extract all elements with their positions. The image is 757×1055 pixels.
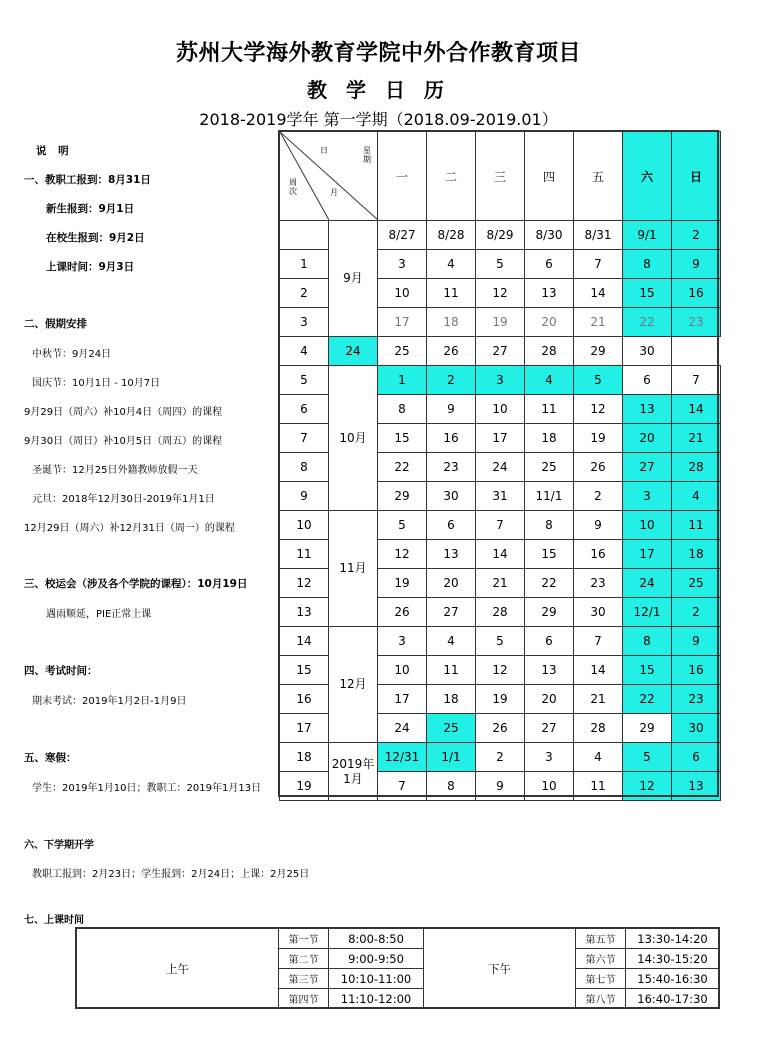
day-cell: 11 [427, 279, 476, 308]
day-cell: 8 [525, 511, 574, 540]
day-cell: 31 [476, 482, 525, 511]
day-cell: 28 [476, 598, 525, 627]
note-item: 遇雨顺延，PIE正常上课 [46, 609, 152, 620]
calendar-week-row [280, 627, 721, 656]
day-cell: 27 [525, 714, 574, 743]
week-number: 9 [280, 482, 329, 511]
day-cell: 21 [574, 308, 623, 337]
day-cell: 13 [623, 395, 672, 424]
weekday-header: 五 [574, 132, 623, 221]
corner-month-label: 月 [330, 188, 338, 197]
day-cell: 7 [574, 250, 623, 279]
note-item: 一、教职工报到：8月31日 [24, 174, 151, 186]
day-cell: 27 [427, 598, 476, 627]
note-item: 期末考试：2019年1月2日-1月9日 [32, 696, 187, 707]
day-cell: 3 [623, 482, 672, 511]
day-cell: 10 [378, 279, 427, 308]
day-cell: 23 [574, 569, 623, 598]
corner-day-label: 日 [320, 146, 328, 155]
day-cell: 20 [525, 308, 574, 337]
note-item: 圣诞节：12月25日外籍教师放假一天 [32, 465, 198, 476]
period-time: 13:30-14:20 [626, 929, 720, 949]
day-cell: 15 [623, 656, 672, 685]
day-cell: 8 [623, 250, 672, 279]
day-cell: 3 [378, 250, 427, 279]
day-cell: 18 [672, 540, 721, 569]
day-cell: 2 [476, 743, 525, 772]
day-cell: 8 [378, 395, 427, 424]
week-number: 8 [280, 453, 329, 482]
day-cell: 19 [476, 685, 525, 714]
day-cell: 12 [476, 279, 525, 308]
period-label: 第六节 [576, 949, 626, 969]
day-cell: 24 [378, 714, 427, 743]
day-cell: 7 [378, 772, 427, 801]
note-item: 三、校运会（涉及各个学院的课程）：10月19日 [24, 578, 248, 590]
day-cell: 7 [574, 627, 623, 656]
week-number: 13 [280, 598, 329, 627]
day-cell: 28 [574, 714, 623, 743]
day-cell: 8 [427, 772, 476, 801]
section7-heading: 七、上课时间 [24, 915, 84, 926]
calendar-week-row [280, 337, 721, 366]
day-cell: 23 [672, 308, 721, 337]
day-cell: 9 [427, 395, 476, 424]
week-number: 11 [280, 540, 329, 569]
day-cell: 10 [525, 772, 574, 801]
day-cell: 4 [672, 482, 721, 511]
day-cell: 22 [623, 308, 672, 337]
week-number [280, 221, 329, 250]
week-number: 17 [280, 714, 329, 743]
day-cell: 27 [623, 453, 672, 482]
weekday-header: 一 [378, 132, 427, 221]
period-label: 第五节 [576, 929, 626, 949]
week-number: 2 [280, 279, 329, 308]
day-cell: 5 [476, 250, 525, 279]
period-time: 9:00-9:50 [329, 949, 424, 969]
period-time: 15:40-16:30 [626, 969, 720, 989]
day-cell: 19 [574, 424, 623, 453]
day-cell: 14 [574, 656, 623, 685]
week-number: 12 [280, 569, 329, 598]
day-cell: 6 [623, 366, 672, 395]
note-item: 新生报到：9月1日 [46, 203, 135, 215]
calendar-week-row [280, 743, 721, 772]
day-cell: 7 [476, 511, 525, 540]
day-cell: 5 [378, 511, 427, 540]
calendar-header-row [280, 132, 721, 221]
week-number: 4 [280, 337, 329, 366]
note-item: 9月29日（周六）补10月4日（周四）的课程 [24, 407, 223, 418]
weekday-header: 二 [427, 132, 476, 221]
class-times-table [76, 928, 720, 1009]
day-cell: 25 [427, 714, 476, 743]
day-cell: 28 [672, 453, 721, 482]
day-cell: 18 [427, 685, 476, 714]
period-label: 第八节 [576, 989, 626, 1009]
week-number: 15 [280, 656, 329, 685]
day-cell: 29 [574, 337, 623, 366]
term-label: 2018-2019学年 第一学期（2018.09-2019.01） [199, 110, 558, 129]
week-number: 10 [280, 511, 329, 540]
week-number: 3 [280, 308, 329, 337]
corner-weekday-label: 星期 [363, 146, 371, 164]
day-cell: 4 [427, 250, 476, 279]
day-cell: 6 [525, 627, 574, 656]
day-cell: 29 [623, 714, 672, 743]
day-cell: 22 [525, 569, 574, 598]
day-cell: 10 [623, 511, 672, 540]
day-cell: 15 [525, 540, 574, 569]
day-cell: 23 [672, 685, 721, 714]
day-cell: 21 [476, 569, 525, 598]
day-cell: 20 [427, 569, 476, 598]
day-cell: 19 [378, 569, 427, 598]
note-item: 二、假期安排 [24, 318, 87, 330]
month-label: 11月 [329, 511, 378, 627]
note-item: 9月30日（周日）补10月5日（周五）的课程 [24, 436, 223, 447]
month-label: 9月 [329, 221, 378, 337]
day-cell: 10 [476, 395, 525, 424]
day-cell: 26 [427, 337, 476, 366]
day-cell: 6 [427, 511, 476, 540]
time-row [77, 929, 720, 949]
day-cell: 26 [574, 453, 623, 482]
corner-cell [280, 132, 378, 221]
weekday-header: 三 [476, 132, 525, 221]
day-cell: 10 [378, 656, 427, 685]
day-cell: 12 [378, 540, 427, 569]
week-number: 16 [280, 685, 329, 714]
day-cell: 2 [574, 482, 623, 511]
week-number: 1 [280, 250, 329, 279]
note-item: 元旦：2018年12月30日-2019年1月1日 [32, 494, 215, 505]
note-item: 学生：2019年1月10日；教职工：2019年1月13日 [32, 783, 262, 794]
day-cell: 24 [623, 569, 672, 598]
day-cell: 9 [574, 511, 623, 540]
day-cell: 9/1 [623, 221, 672, 250]
day-cell: 11 [672, 511, 721, 540]
day-cell: 24 [329, 337, 378, 366]
day-cell: 17 [378, 685, 427, 714]
day-cell: 16 [574, 540, 623, 569]
calendar-week-row [280, 366, 721, 395]
week-number: 7 [280, 424, 329, 453]
day-cell: 6 [672, 743, 721, 772]
period-time: 16:40-17:30 [626, 989, 720, 1009]
day-cell: 25 [378, 337, 427, 366]
day-cell: 29 [378, 482, 427, 511]
day-cell: 17 [476, 424, 525, 453]
day-cell: 4 [574, 743, 623, 772]
day-cell: 22 [623, 685, 672, 714]
day-cell: 1/1 [427, 743, 476, 772]
day-cell: 4 [525, 366, 574, 395]
day-cell: 19 [476, 308, 525, 337]
day-cell: 30 [672, 714, 721, 743]
day-cell: 13 [427, 540, 476, 569]
weekday-header: 日 [672, 132, 721, 221]
pm-label: 下午 [424, 929, 576, 1009]
day-cell: 20 [623, 424, 672, 453]
day-cell: 8/31 [574, 221, 623, 250]
period-label: 第一节 [279, 929, 329, 949]
day-cell: 15 [623, 279, 672, 308]
day-cell: 14 [574, 279, 623, 308]
day-cell: 29 [525, 598, 574, 627]
section6-heading: 六、下学期开学 [24, 840, 94, 851]
calendar-week-row [280, 221, 721, 250]
day-cell: 26 [378, 598, 427, 627]
day-cell: 14 [476, 540, 525, 569]
day-cell: 25 [672, 569, 721, 598]
day-cell: 5 [574, 366, 623, 395]
day-cell: 11 [427, 656, 476, 685]
day-cell: 12 [623, 772, 672, 801]
note-item: 国庆节：10月1日 - 10月7日 [32, 378, 161, 389]
day-cell: 12 [574, 395, 623, 424]
period-label: 第二节 [279, 949, 329, 969]
period-time: 11:10-12:00 [329, 989, 424, 1009]
period-label: 第四节 [279, 989, 329, 1009]
note-item: 五、寒假： [24, 752, 77, 764]
day-cell: 12/31 [378, 743, 427, 772]
day-cell: 18 [427, 308, 476, 337]
day-cell: 11/1 [525, 482, 574, 511]
day-cell: 30 [427, 482, 476, 511]
period-time: 10:10-11:00 [329, 969, 424, 989]
day-cell: 21 [672, 424, 721, 453]
day-cell: 15 [378, 424, 427, 453]
day-cell: 3 [378, 627, 427, 656]
note-item: 四、考试时间： [24, 665, 98, 677]
day-cell: 2 [427, 366, 476, 395]
week-number: 19 [280, 772, 329, 801]
day-cell: 9 [672, 627, 721, 656]
note-item: 中秋节：9月24日 [32, 349, 112, 360]
section6-text: 教职工报到：2月23日；学生报到：2月24日；上课：2月25日 [32, 869, 310, 880]
day-cell: 22 [378, 453, 427, 482]
week-number: 6 [280, 395, 329, 424]
week-number: 14 [280, 627, 329, 656]
day-cell: 17 [623, 540, 672, 569]
page-subtitle: 教 学 日 历 [307, 78, 450, 102]
day-cell: 16 [672, 656, 721, 685]
day-cell: 13 [525, 279, 574, 308]
page-title: 苏州大学海外教育学院中外合作教育项目 [175, 41, 581, 66]
day-cell: 6 [525, 250, 574, 279]
day-cell: 9 [476, 772, 525, 801]
day-cell: 14 [672, 395, 721, 424]
day-cell: 3 [525, 743, 574, 772]
day-cell: 5 [476, 627, 525, 656]
day-cell: 21 [574, 685, 623, 714]
calendar-table [279, 131, 721, 801]
day-cell: 5 [623, 743, 672, 772]
day-cell: 13 [672, 772, 721, 801]
month-label: 12月 [329, 627, 378, 743]
note-item: 12月29日（周六）补12月31日（周一）的课程 [24, 523, 235, 534]
week-number: 5 [280, 366, 329, 395]
day-cell: 1 [378, 366, 427, 395]
weekday-header: 四 [525, 132, 574, 221]
day-cell: 2 [672, 598, 721, 627]
day-cell: 2 [672, 221, 721, 250]
day-cell: 28 [525, 337, 574, 366]
day-cell: 27 [476, 337, 525, 366]
day-cell: 17 [378, 308, 427, 337]
day-cell: 11 [574, 772, 623, 801]
day-cell: 16 [427, 424, 476, 453]
month-label: 10月 [329, 366, 378, 511]
calendar-week-row [280, 511, 721, 540]
day-cell: 9 [672, 250, 721, 279]
day-cell: 20 [525, 685, 574, 714]
day-cell: 11 [525, 395, 574, 424]
day-cell: 16 [672, 279, 721, 308]
day-cell: 3 [476, 366, 525, 395]
day-cell: 18 [525, 424, 574, 453]
day-cell: 25 [525, 453, 574, 482]
period-time: 14:30-15:20 [626, 949, 720, 969]
day-cell: 13 [525, 656, 574, 685]
day-cell: 8/28 [427, 221, 476, 250]
day-cell: 8/29 [476, 221, 525, 250]
day-cell: 23 [427, 453, 476, 482]
day-cell: 8/30 [525, 221, 574, 250]
corner-week-label: 周次 [289, 178, 297, 196]
day-cell: 4 [427, 627, 476, 656]
period-time: 8:00-8:50 [329, 929, 424, 949]
day-cell: 24 [476, 453, 525, 482]
day-cell: 30 [623, 337, 672, 366]
month-label: 2019年1月 [329, 743, 378, 801]
day-cell: 8 [623, 627, 672, 656]
day-cell: 12/1 [623, 598, 672, 627]
am-label: 上午 [77, 929, 279, 1009]
day-cell: 30 [574, 598, 623, 627]
day-cell: 12 [476, 656, 525, 685]
period-label: 第三节 [279, 969, 329, 989]
weekday-header: 六 [623, 132, 672, 221]
note-item: 上课时间：9月3日 [46, 261, 135, 273]
week-number: 18 [280, 743, 329, 772]
period-label: 第七节 [576, 969, 626, 989]
note-item: 在校生报到：9月2日 [46, 232, 145, 244]
day-cell: 8/27 [378, 221, 427, 250]
day-cell: 26 [476, 714, 525, 743]
day-cell: 7 [672, 366, 721, 395]
notes-heading: 说 明 [36, 145, 73, 157]
